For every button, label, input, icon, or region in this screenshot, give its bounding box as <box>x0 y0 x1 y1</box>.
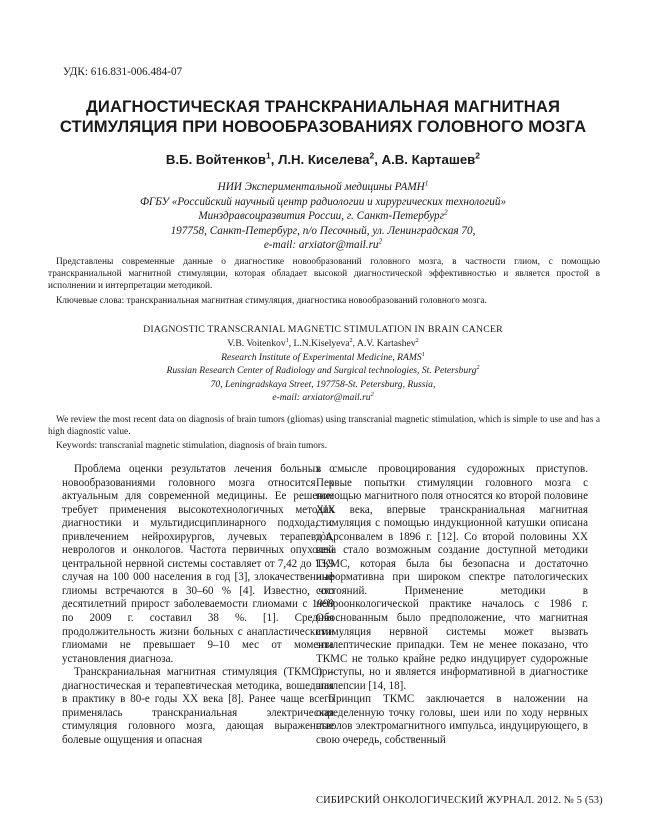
english-authors: V.B. Voitenkov$^1$, L.N.Kiselyeva$^2$, A.V. Kartashev$^2$ <box>227 336 419 349</box>
body-right-paragraph-2: Принцип ТКМС заключается в наложении на определенную точку головы, шеи или по ходу нервных стволов электромагнитного импульса, индуцирующего, в свою очередь, собственный <box>316 693 588 746</box>
author-1: В.Б. Войтенков <box>165 152 266 167</box>
body-right-paragraph-1: в смысле провоцирования судорожных приступов. Первые попытки стимуляции головного мозга с помощью магнитного поля относятся ко второй половине XIX века, впервые транскраниальная магнитная стимуляция с помощью индукционной катушки описана д`Арсонвалем в 1896 г. [12]. Со второй половины XX века стало возможным создание доступной методики ТКМС, которая была бы безопасна и достаточно информативна при широком спектре патологических состояний. Применение методики в нейроонкологической практике началось с 1986 г. Обоснованным было предположение, что магнитная стимуляция нервной системы может вызвать эпилептические припадки. Тем не менее показано, что ТКМС не только крайне редко индуцирует судорожные приступы, но и является информативной в диагностике эпилепсии [14, 18]. <box>316 463 588 692</box>
journal-footer: СИБИРСКИЙ ОНКОЛОГИЧЕСКИЙ ЖУРНАЛ. 2012. № 5 (53) <box>316 795 603 806</box>
english-header <box>40 337 606 405</box>
udk-code: УДК: 616.831-006.484-07 <box>63 66 183 78</box>
author-1-sup: 1 <box>265 150 271 161</box>
keywords-en: Keywords: transcranial magnetic stimulation, diagnosis of brain tumors. <box>56 441 328 451</box>
english-address: 70, Leningradskaya Street, 197758-St. Petersburg, Russia, <box>210 378 436 390</box>
authors: В.Б. Войтенков$^1$, Л.Н. Киселева$^2$, А.В. Карташев$^2$ <box>165 150 481 167</box>
author-2-sup: 2 <box>369 150 375 161</box>
author-2: Л.Н. Киселева <box>278 152 370 167</box>
affiliations <box>40 180 606 253</box>
english-email: e-mail: $arxiator@mail.ru^2$ <box>272 391 374 404</box>
keywords-ru: Ключевые слова: транскраниальная магнитная стимуляция, диагностика новообразований головного мозга. <box>56 296 487 306</box>
title-line-2: СТИМУЛЯЦИЯ ПРИ НОВООБРАЗОВАНИЯХ ГОЛОВНОГО МОЗГА <box>59 117 587 136</box>
affil-email-sup: 2 <box>378 237 383 246</box>
english-institute-2: Russian Research Center of Radiology and Surgical technologies, St. Petersburg$^2$ <box>166 364 480 377</box>
title-line-1: ДИАГНОСТИЧЕСКАЯ ТРАНСКРАНИАЛЬНАЯ МАГНИТНАЯ <box>86 97 560 116</box>
english-institute-1: Research Institute of Experimental Medicine, RAMS$^1$ <box>221 350 425 363</box>
affil-line-1-sup: 1 <box>424 179 429 188</box>
body-column-left <box>62 463 334 747</box>
affil-line-4: 197758, Санкт-Петербург, п/о Песочный, ул. Ленинградская 70, <box>170 224 476 237</box>
affil-line-1: НИИ Экспериментальной медицины РАМН <box>217 181 425 193</box>
body-left-paragraph-2: Транскраниальная магнитная стимуляция (ТКМС) – диагностическая и терапевтическая методика, вошедшая в практику в 80-е годы XX века [8]. Ранее чаще всего применялась транскраниальная электрическая стимуляция головного мозга, дающая выраженные болевые ощущения и опасная <box>62 666 334 746</box>
abstract-ru: Представлены современные данные о диагностике новообразований головного мозга, в частности глиом, с помощью транскраниальной магнитной стимуляции, которая обладает высокой диагностической эффективностью и является простой в исполнении и интерпретации методикой. <box>48 257 600 291</box>
body-column-right <box>316 463 588 747</box>
abstract-en: We review the most recent data on diagnosis of brain tumors (gliomas) using transcranial magnetic stimulation, which is simple to use and has a high diagnostic value. <box>48 415 600 437</box>
english-title: DIAGNOSTIC TRANSCRANIAL MAGNETIC STIMULATION IN BRAIN CANCER <box>143 324 503 335</box>
affil-line-2: ФГБУ «Российский научный центр радиологии и хирургических технологий» <box>139 195 507 208</box>
affil-email: e-mail: arxiator@mail.ru <box>263 239 379 252</box>
body-left-paragraph-1: Проблема оценки результатов лечения больных с новообразованиями головного мозга относится к актуальным для современной медицины. Ее решение требует применения высокотехнологичных методик диагностики и мультидисциплинарного подхода, с привлечением нейрохирургов, лучевых терапевтов, неврологов и онкологов. Частота первичных опухолей центральной нервной системы составляет от 7,42 до 13,9 случая на 100 000 населения в год [3], злокачественные глиомы встречаются в 30–60 % [4]. Известно, что десятилетний прирост заболеваемости глиомами с 1999 по 2009 г. составил 38 %. [1]. Средняя продолжительность жизни больных с анапластическими глиомами не превышает 9–10 мес от момента установления диагноза. <box>62 463 334 665</box>
affil-line-3: Минздравсоцразвития России, г. Санкт-Петербург <box>198 210 445 223</box>
author-3-sup: 2 <box>475 150 481 161</box>
article-title <box>40 97 606 137</box>
affil-line-3-sup: 2 <box>444 208 448 217</box>
author-3: А.В. Карташев <box>381 152 476 167</box>
